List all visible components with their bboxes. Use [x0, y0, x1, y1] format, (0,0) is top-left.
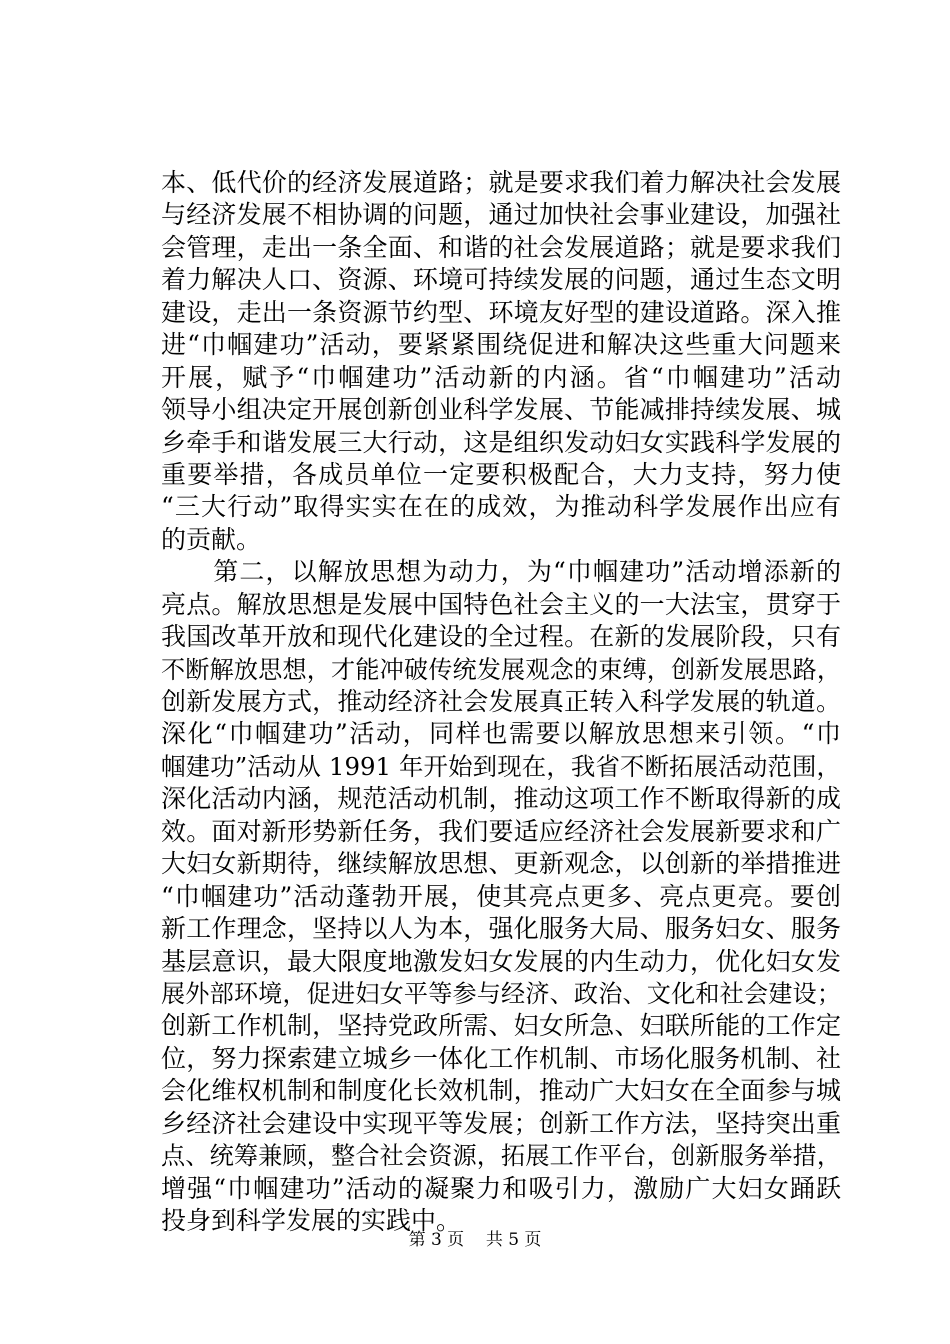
text-line: “巾帼建功”活动蓬勃开展，使其亮点更多、亮点更亮。要创: [161, 881, 841, 911]
text-line: 展外部环境，促进妇女平等参与经济、政治、文化和社会建设；: [161, 979, 841, 1008]
text-line: 位，努力探索建立城乡一体化工作机制、市场化服务机制、社: [161, 1043, 841, 1073]
text-line: 不断解放思想，才能冲破传统发展观念的束缚，创新发展思路，: [161, 655, 841, 684]
text-line: 的贡献。: [161, 524, 262, 554]
paragraph: [161, 556, 841, 1237]
page-total: 共 5 页: [485, 1230, 542, 1250]
text-line: 效。面对新形势新任务，我们要适应经济社会发展新要求和广: [161, 816, 841, 846]
text-line: 与经济发展不相协调的问题，通过加快社会事业建设，加强社: [161, 200, 841, 230]
document-body: [161, 167, 841, 1237]
text-line: 会管理，走出一条全面、和谐的社会发展道路；就是要求我们: [161, 232, 841, 262]
text-line: 投身到科学发展的实践中。: [161, 1206, 462, 1235]
text-line: 第二，以解放思想为动力，为“巾帼建功”活动增添新的: [161, 557, 841, 587]
text-line: 基层意识，最大限度地激发妇女发展的内生动力，优化妇女发: [161, 946, 841, 976]
text-line: 建设，走出一条资源节约型、环境友好型的建设道路。深入推: [161, 297, 841, 327]
text-line: 亮点。解放思想是发展中国特色社会主义的一大法宝，贯穿于: [161, 589, 841, 619]
page-footer: [0, 1228, 950, 1252]
text-line: 乡牵手和谐发展三大行动，这是组织发动妇女实践科学发展的: [161, 427, 841, 457]
text-line: 创新发展方式，推动经济社会发展真正转入科学发展的轨道。: [161, 687, 841, 716]
text-line: 本、低代价的经济发展道路；就是要求我们着力解决社会发展: [161, 168, 841, 197]
text-line: 帼建功”活动从 1991 年开始到现在，我省不断拓展活动范围，: [161, 751, 841, 781]
paragraph: [161, 167, 841, 556]
text-line: 着力解决人口、资源、环境可持续发展的问题，通过生态文明: [161, 265, 841, 295]
text-line: 领导小组决定开展创新创业科学发展、节能减排持续发展、城: [161, 395, 841, 425]
text-line: 增强“巾帼建功”活动的凝聚力和吸引力，激励广大妇女踊跃: [161, 1173, 841, 1203]
text-line: 我国改革开放和现代化建设的全过程。在新的发展阶段，只有: [161, 622, 841, 652]
text-line: 大妇女新期待，继续解放思想、更新观念，以创新的举措推进: [161, 849, 841, 879]
text-line: “三大行动”取得实实在在的成效，为推动科学发展作出应有: [161, 492, 841, 522]
text-line: 重要举措，各成员单位一定要积极配合，大力支持，努力使: [161, 459, 841, 489]
text-line: 深化“巾帼建功”活动，同样也需要以解放思想来引领。“巾: [161, 719, 841, 749]
text-line: 点、统筹兼顾，整合社会资源，拓展工作平台，创新服务举措，: [161, 1142, 841, 1171]
text-line: 进“巾帼建功”活动，要紧紧围绕促进和解决这些重大问题来: [161, 330, 841, 360]
text-line: 开展，赋予“巾帼建功”活动新的内涵。省“巾帼建功”活动: [161, 362, 841, 392]
page-number: 第 3 页: [408, 1230, 465, 1250]
text-line: 乡经济社会建设中实现平等发展；创新工作方法，坚持突出重: [161, 1108, 841, 1138]
text-line: 创新工作机制，坚持党政所需、妇女所急、妇联所能的工作定: [161, 1011, 841, 1041]
footer-gap: [470, 1228, 481, 1252]
text-line: 深化活动内涵，规范活动机制，推动这项工作不断取得新的成: [161, 784, 841, 814]
text-line: 新工作理念，坚持以人为本，强化服务大局、服务妇女、服务: [161, 914, 841, 944]
text-line: 会化维权机制和制度化长效机制，推动广大妇女在全面参与城: [161, 1076, 841, 1106]
